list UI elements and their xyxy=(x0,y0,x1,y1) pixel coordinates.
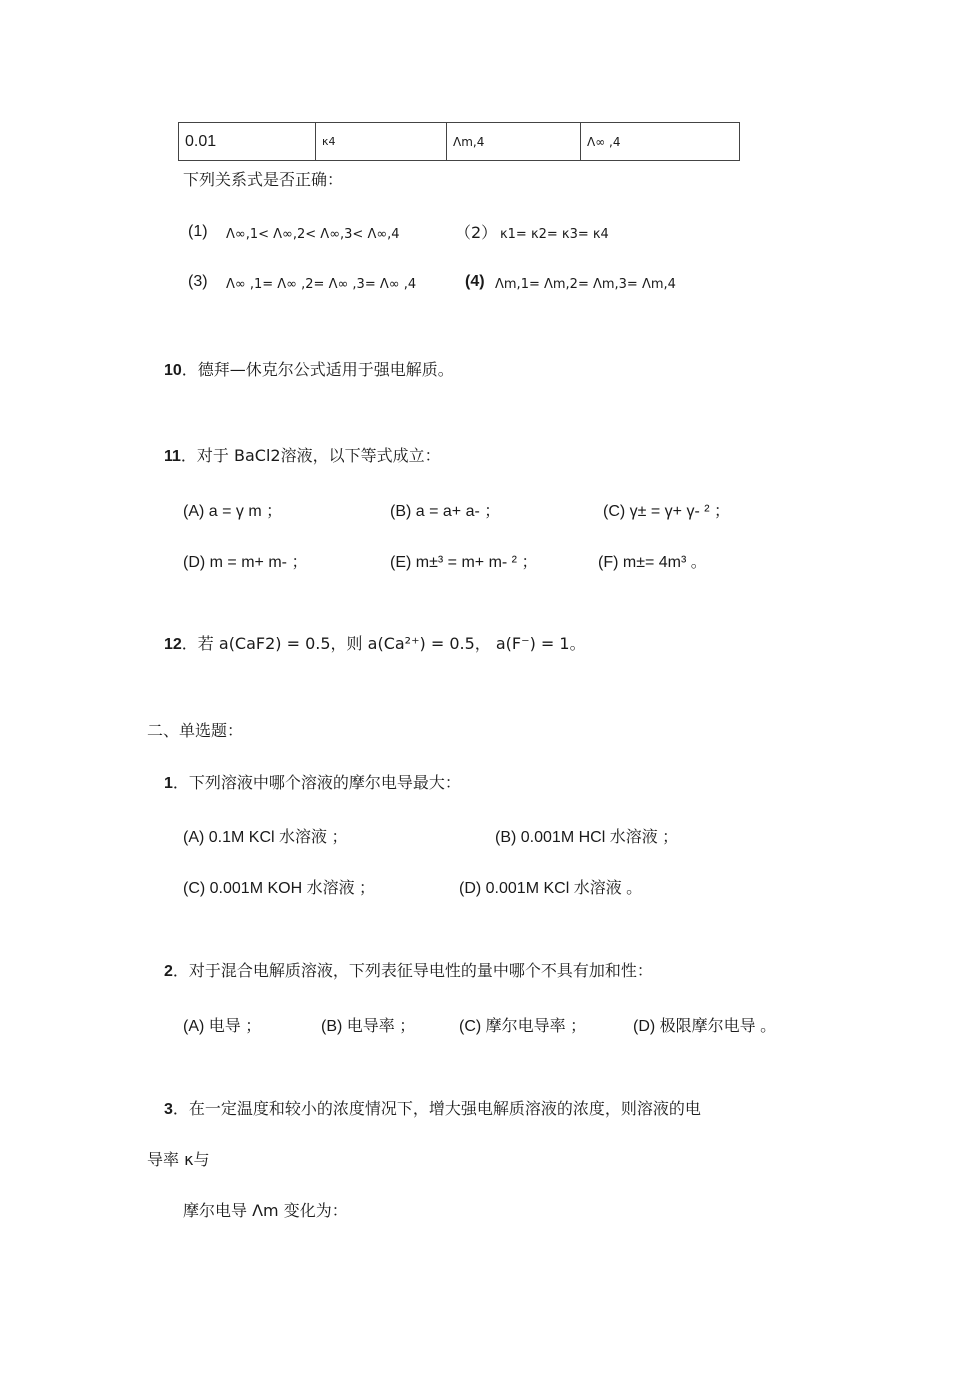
question-10-number: 10 xyxy=(164,362,182,379)
question-10 xyxy=(164,360,454,381)
s1-option-c: (C) 0.001M KOH 水溶液 ； xyxy=(183,880,376,897)
s2-option-a: (A) 电导 ； xyxy=(183,1018,262,1035)
q11-option-c: (C) γ± = γ+ γ- ² ； xyxy=(603,503,731,520)
table-cell-concentration: 0.01 xyxy=(179,123,316,161)
q9-option-4-label: (4) xyxy=(465,273,485,290)
q9-option-2-text: κ1= κ2= κ3= κ4 xyxy=(500,227,609,242)
single-choice-3-text: ．在一定温度和较小的浓度情况下，增大强电解质溶液的浓度，则溶液的电 xyxy=(172,1099,701,1118)
single-choice-2 xyxy=(164,961,653,982)
q9-option-1-label: (1) xyxy=(188,223,208,240)
single-choice-1-text: ．下列溶液中哪个溶液的摩尔电导最大： xyxy=(172,773,461,792)
q11-option-b: (B) a = a+ a- ； xyxy=(390,503,501,520)
s2-option-b: (B) 电导率 ； xyxy=(321,1018,416,1035)
q11-option-d: (D) m = m+ m- ； xyxy=(183,554,308,571)
q9-option-4-text: Λm,1= Λm,2= Λm,3= Λm,4 xyxy=(495,277,676,292)
single-choice-3-line-2: 导率 κ与 xyxy=(147,1150,210,1169)
q9-option-2-label: （2） xyxy=(455,223,498,242)
s1-option-d: (D) 0.001M KCl 水溶液 。 xyxy=(459,880,643,897)
table-cell-limiting-conductivity: Λ∞ ,4 xyxy=(581,123,740,161)
table-cell-molar-conductivity: Λm,4 xyxy=(447,123,581,161)
single-choice-1-number: 1 xyxy=(164,775,173,792)
question-12-text: ．若 a(CaF2) = 0.5，则 a(Ca²⁺) = 0.5， a(F⁻) = 1。 xyxy=(181,634,586,653)
single-choice-3 xyxy=(164,1099,701,1120)
question-11 xyxy=(164,446,441,467)
q9-prompt: 下列关系式是否正确： xyxy=(183,170,344,189)
question-12-number: 12 xyxy=(164,636,182,653)
q9-option-3-text: Λ∞ ,1= Λ∞ ,2= Λ∞ ,3= Λ∞ ,4 xyxy=(226,277,417,292)
single-choice-2-number: 2 xyxy=(164,963,173,980)
q11-option-e: (E) m±³ = m+ m- ² ； xyxy=(390,554,538,571)
single-choice-2-text: ．对于混合电解质溶液，下列表征导电性的量中哪个不具有加和性： xyxy=(172,961,653,980)
s2-option-d: (D) 极限摩尔电导 。 xyxy=(633,1018,777,1035)
q9-option-1-text: Λ∞,1< Λ∞,2< Λ∞,3< Λ∞,4 xyxy=(226,227,400,242)
question-11-text: ．对于 BaCl2溶液，以下等式成立： xyxy=(180,446,441,465)
s2-option-c: (C) 摩尔电导率 ； xyxy=(459,1018,587,1035)
section-2-title: 二、单选题： xyxy=(147,721,244,740)
question-11-number: 11 xyxy=(164,448,181,465)
data-table xyxy=(178,122,740,161)
s1-option-a: (A) 0.1M KCl 水溶液 ； xyxy=(183,829,348,846)
q11-option-a: (A) a = γ m ； xyxy=(183,503,283,520)
single-choice-3-number: 3 xyxy=(164,1101,173,1118)
single-choice-1 xyxy=(164,773,461,794)
q9-option-3-label: (3) xyxy=(188,273,208,290)
s1-option-b: (B) 0.001M HCl 水溶液 ； xyxy=(495,829,679,846)
question-10-text: ．德拜—休克尔公式适用于强电解质。 xyxy=(181,360,454,379)
question-12 xyxy=(164,634,586,655)
table-cell-kappa: κ4 xyxy=(316,123,447,161)
table-row xyxy=(179,123,740,161)
single-choice-3-line-3: 摩尔电导 Λm 变化为： xyxy=(183,1201,348,1220)
q11-option-f: (F) m±= 4m³ 。 xyxy=(598,554,707,571)
